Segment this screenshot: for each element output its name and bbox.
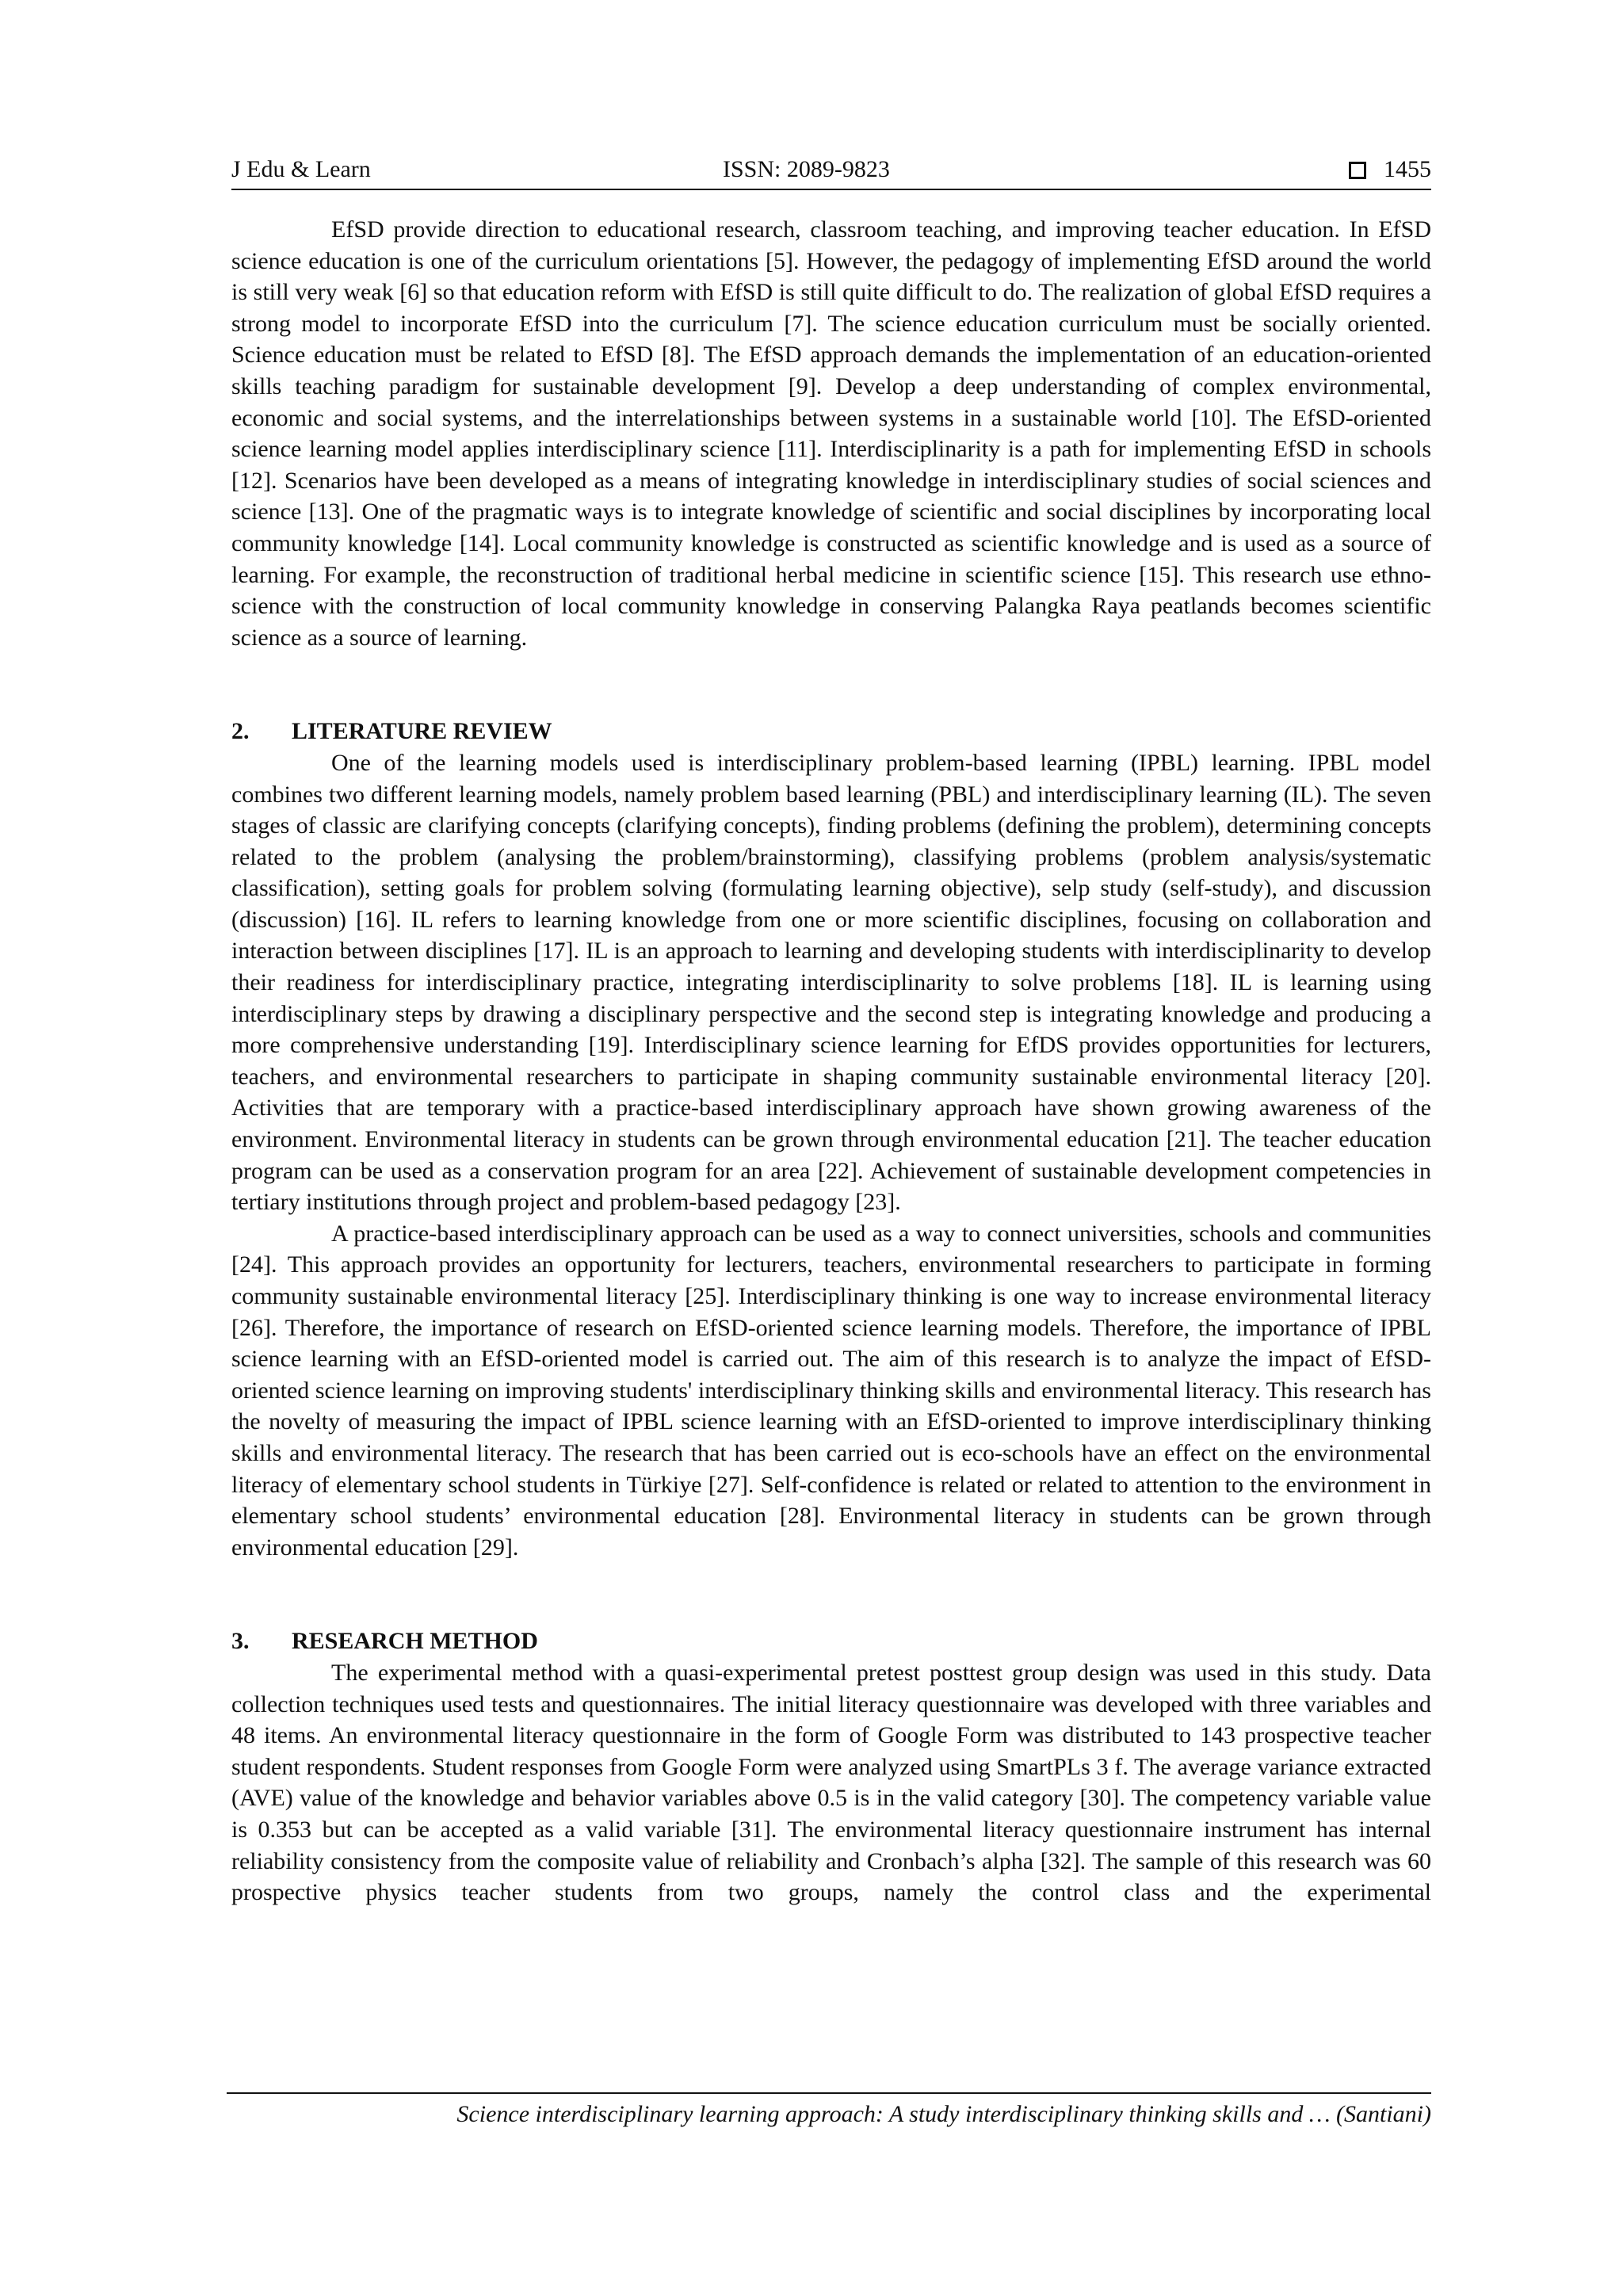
running-footer: Science interdisciplinary learning approach: A study interdisciplinary thinking skills and … (Santiani) bbox=[456, 2101, 1431, 2127]
section-title: RESEARCH METHOD bbox=[292, 1628, 538, 1655]
page-header bbox=[231, 154, 1431, 190]
section-number: 3. bbox=[231, 1628, 250, 1655]
paragraph: A practice-based interdisciplinary approach can be used as a way to connect universities, schools and communities [24]. This approach provides an opportunity for lecturers, teachers, environmental researchers to participate in forming community sustainable environmental literacy [25]. Interdisciplinary thinking is one way to increase environmental literacy [26]. Therefore, the importance of research on EfSD-oriented science learning models. Therefore, the importance of IPBL science learning with an EfSD-oriented model is carried out. The aim of this research is to analyze the impact of EfSD-oriented science learning on improving students' interdisciplinary thinking skills and environmental literacy. This research has the novelty of measuring the impact of IPBL science learning with an EfSD-oriented to improve interdisciplinary thinking skills and environmental literacy. The research that has been carried out is eco-schools have an effect on the environmental literacy of elementary school students in Türkiye [27]. Self-confidence is related or related to attention to the environment in elementary school students’ environmental education [28]. Environmental literacy in students can be grown through environmental education [29]. bbox=[231, 1220, 1431, 1561]
section-spacer bbox=[231, 1563, 1431, 1626]
intro-paragraph: EfSD provide direction to educational research, classroom teaching, and improving teacher education. In EfSD science education is one of the curriculum orientations [5]. However, the pedagogy of implementing EfSD around the world is still very weak [6] so that education reform with EfSD is still quite difficult to do. The realization of global EfSD requires a strong model to incorporate EfSD into the curriculum [7]. The science education curriculum must be socially oriented. Science education must be related to EfSD [8]. The EfSD approach demands the implementation of an education-oriented skills teaching paradigm for sustainable development [9]. Develop a deep understanding of complex environmental, economic and social systems, and the interrelationships between systems in a sustainable world [10]. The EfSD-oriented science learning model applies interdisciplinary science [11]. Interdisciplinarity is a path for implementing EfSD in schools [12]. Scenarios have been developed as a means of integrating knowledge in interdisciplinary studies of social sciences and science [13]. One of the pragmatic ways is to integrate knowledge of scientific and social disciplines by incorporating local community knowledge [14]. Local community knowledge is constructed as scientific knowledge and is used as a source of learning. For example, the reconstruction of traditional herbal medicine in scientific science [15]. This research use ethno-science with the construction of local community knowledge in conserving Palangka Raya peatlands becomes scientific science as a source of learning. bbox=[231, 216, 1431, 651]
header-divider bbox=[231, 189, 1431, 190]
paragraph: The experimental method with a quasi-experimental pretest posttest group design was used in this study. Data collection techniques used tests and questionnaires. The initial literacy questionnaire was developed with three variables and 48 items. An environmental literacy questionnaire in the form of Google Form was distributed to 143 prospective teacher student respondents. Student responses from Google Form were analyzed using SmartPLs 3 f. The average variance extracted (AVE) value of the knowledge and behavior variables above 0.5 is in the valid category [30]. The competency variable value is 0.353 but can be accepted as a valid variable [31]. The environmental literacy questionnaire instrument has internal reliability consistency from the composite value of reliability and Cronbach’s alpha [32]. The sample of this research was 60 prospective physics teacher students from two groups, namely the control class and the experimental bbox=[231, 1659, 1431, 1906]
section-heading-research-method bbox=[231, 1626, 1431, 1657]
section-heading-literature-review bbox=[231, 716, 1431, 747]
issn: ISSN: 2089-9823 bbox=[723, 156, 890, 182]
section-spacer bbox=[231, 653, 1431, 716]
square-outline-icon bbox=[1349, 162, 1366, 179]
footer-divider bbox=[227, 2092, 1431, 2094]
section-number: 2. bbox=[231, 718, 250, 745]
paragraph: One of the learning models used is interdisciplinary problem-based learning (IPBL) learning. IPBL model combines two different learning models, namely problem based learning (PBL) and interdisciplinary learning (IL). The seven stages of classic are clarifying concepts (clarifying concepts), finding problems (defining the problem), determining concepts related to the problem (analysing the problem/brainstorming), classifying problems (problem analysis/systematic classification), setting goals for problem solving (formulating learning objective), selp study (self-study), and discussion (discussion) [16]. IL refers to learning knowledge from one or more scientific disciplines, focusing on collaboration and interaction between disciplines [17]. IL is an approach to learning and developing students with interdisciplinarity to develop their readiness for interdisciplinary practice, integrating interdisciplinarity to solve problems [18]. IL is learning using interdisciplinary steps by drawing a disciplinary perspective and the second step is integrating knowledge and producing a more comprehensive understanding [19]. Interdisciplinary science learning for EfDS provides opportunities for lecturers, teachers, and environmental researchers to participate in shaping community sustainable environmental literacy [20]. Activities that are temporary with a practice-based interdisciplinary approach have shown growing awareness of the environment. Environmental literacy in students can be grown through environmental education [21]. The teacher education program can be used as a conservation program for an area [22]. Achievement of sustainable development competencies in tertiary institutions through project and problem-based pedagogy [23]. bbox=[231, 749, 1431, 1216]
section-title: LITERATURE REVIEW bbox=[292, 718, 552, 745]
journal-name: J Edu & Learn bbox=[231, 156, 371, 182]
article-body bbox=[231, 214, 1431, 1908]
page-number: 1455 bbox=[1384, 156, 1431, 182]
page-number-group bbox=[1349, 154, 1431, 185]
